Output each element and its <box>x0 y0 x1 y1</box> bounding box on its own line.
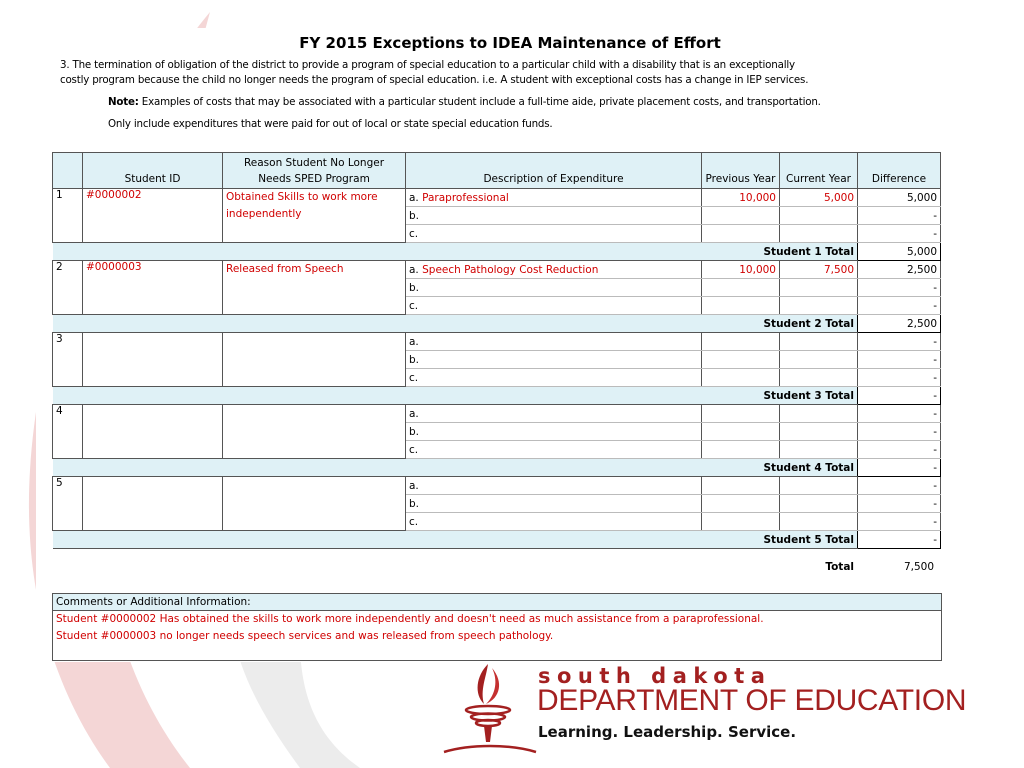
current-year-cell[interactable] <box>780 423 858 441</box>
intro-line-2: costly program because the child no longer needs the program of special education. i.e. A student with exceptional costs has a change in IEP services. <box>60 74 809 86</box>
student-total-row <box>53 243 941 261</box>
previous-year-cell[interactable] <box>702 279 780 297</box>
funds-note: Only include expenditures that were paid for out of local or state special education funds. <box>108 118 553 130</box>
difference-cell: - <box>858 207 941 225</box>
expenditure-description[interactable] <box>406 297 702 315</box>
reason-cell[interactable] <box>223 405 406 459</box>
line-letter: c. <box>409 371 419 384</box>
student-id-cell[interactable] <box>83 333 223 387</box>
previous-year-cell[interactable] <box>702 423 780 441</box>
student-number: 4 <box>53 405 83 459</box>
difference-cell: - <box>858 495 941 513</box>
difference-cell: - <box>858 279 941 297</box>
student-number: 2 <box>53 261 83 315</box>
previous-year-cell[interactable] <box>702 351 780 369</box>
expenditure-description[interactable] <box>406 495 702 513</box>
reason-cell[interactable]: Released from Speech <box>223 261 406 315</box>
previous-year-cell[interactable] <box>702 441 780 459</box>
line-letter: b. <box>409 281 420 294</box>
expenditure-table <box>52 152 941 549</box>
student-total-label: Student 1 Total <box>53 243 858 261</box>
line-letter: c. <box>409 443 419 456</box>
logo-department-name: DEPARTMENT OF EDUCATION <box>537 684 967 717</box>
line-letter: b. <box>409 425 420 438</box>
current-year-cell[interactable] <box>780 477 858 495</box>
student-total-value: - <box>858 387 941 405</box>
student-number: 5 <box>53 477 83 531</box>
student-line-row <box>53 405 941 423</box>
difference-cell: - <box>858 351 941 369</box>
logo-state-name: south dakota <box>538 664 772 688</box>
expenditure-description[interactable] <box>406 261 702 279</box>
student-total-label: Student 5 Total <box>53 531 858 549</box>
student-id-cell[interactable] <box>83 477 223 531</box>
difference-cell: - <box>858 297 941 315</box>
comments-header: Comments or Additional Information: <box>53 594 941 611</box>
header-number <box>53 153 83 189</box>
table-body <box>53 189 941 549</box>
line-letter: a. <box>409 479 419 492</box>
line-letter: b. <box>409 209 420 222</box>
current-year-cell[interactable] <box>780 279 858 297</box>
expenditure-description[interactable] <box>406 369 702 387</box>
previous-year-cell[interactable] <box>702 207 780 225</box>
note-text: Examples of costs that may be associated with a particular student include a full-time aide, private placement costs, and transportation. <box>138 96 821 108</box>
header-description: Description of Expenditure <box>406 153 702 189</box>
line-letter: c. <box>409 299 419 312</box>
difference-cell: 5,000 <box>858 189 941 207</box>
description-text: Speech Pathology Cost Reduction <box>422 263 599 276</box>
reason-cell[interactable] <box>223 477 406 531</box>
difference-cell: - <box>858 225 941 243</box>
current-year-cell[interactable] <box>780 207 858 225</box>
difference-cell: - <box>858 333 941 351</box>
previous-year-cell[interactable] <box>702 495 780 513</box>
page-title: FY 2015 Exceptions to IDEA Maintenance of Effort <box>299 34 721 52</box>
current-year-cell[interactable] <box>780 225 858 243</box>
grand-total-value: 7,500 <box>903 561 934 573</box>
line-letter: a. <box>409 335 419 348</box>
expenditure-description[interactable] <box>406 333 702 351</box>
line-letter: a. <box>409 191 419 204</box>
difference-cell: - <box>858 513 941 531</box>
flame-torch-icon <box>440 660 540 760</box>
table-header-row <box>53 153 941 189</box>
student-total-value: - <box>858 531 941 549</box>
header-current-year: Current Year <box>780 153 858 189</box>
intro-line-1: 3. The termination of obligation of the district to provide a program of special education to a particular child with a disability that is an exceptionally <box>60 59 795 71</box>
note-label: Note: <box>108 96 139 108</box>
previous-year-cell[interactable] <box>702 477 780 495</box>
previous-year-cell[interactable] <box>702 405 780 423</box>
student-number: 3 <box>53 333 83 387</box>
worksheet <box>36 28 984 662</box>
current-year-cell[interactable] <box>780 405 858 423</box>
note-line <box>108 96 821 108</box>
expenditure-description[interactable] <box>406 189 702 207</box>
current-year-cell[interactable] <box>780 513 858 531</box>
student-total-value: 5,000 <box>858 243 941 261</box>
difference-cell: - <box>858 369 941 387</box>
current-year-cell[interactable] <box>780 351 858 369</box>
expenditure-description[interactable] <box>406 423 702 441</box>
difference-cell: - <box>858 423 941 441</box>
current-year-cell[interactable]: 5,000 <box>780 189 858 207</box>
line-letter: c. <box>409 515 419 528</box>
previous-year-cell[interactable] <box>702 297 780 315</box>
previous-year-cell[interactable] <box>702 333 780 351</box>
student-id-cell[interactable]: #0000002 <box>83 189 223 243</box>
expenditure-description[interactable] <box>406 225 702 243</box>
previous-year-cell[interactable]: 10,000 <box>702 189 780 207</box>
grand-total-label: Total <box>825 561 854 573</box>
current-year-cell[interactable] <box>780 495 858 513</box>
logo-tagline: Learning. Leadership. Service. <box>538 723 797 741</box>
student-line-row <box>53 477 941 495</box>
header-previous-year: Previous Year <box>702 153 780 189</box>
student-total-row <box>53 387 941 405</box>
student-id-cell[interactable]: #0000003 <box>83 261 223 315</box>
current-year-cell[interactable] <box>780 333 858 351</box>
difference-cell: - <box>858 441 941 459</box>
student-total-row <box>53 531 941 549</box>
line-letter: a. <box>409 263 419 276</box>
previous-year-cell[interactable] <box>702 369 780 387</box>
student-total-value: - <box>858 459 941 477</box>
student-total-label: Student 2 Total <box>53 315 858 333</box>
current-year-cell[interactable] <box>780 441 858 459</box>
line-letter: b. <box>409 497 420 510</box>
student-line-row <box>53 261 941 279</box>
expenditure-description[interactable] <box>406 207 702 225</box>
student-line-row <box>53 333 941 351</box>
line-letter: b. <box>409 353 420 366</box>
difference-cell: 2,500 <box>858 261 941 279</box>
comment-line-2: Student #0000003 no longer needs speech services and was released from speech pathology. <box>56 630 554 642</box>
previous-year-cell[interactable] <box>702 513 780 531</box>
current-year-cell[interactable]: 7,500 <box>780 261 858 279</box>
line-letter: a. <box>409 407 419 420</box>
description-text: Paraprofessional <box>422 191 509 204</box>
difference-cell: - <box>858 477 941 495</box>
expenditure-description[interactable] <box>406 279 702 297</box>
student-total-row <box>53 315 941 333</box>
student-total-label: Student 4 Total <box>53 459 858 477</box>
header-reason: Reason Student No Longer Needs SPED Program <box>223 153 406 189</box>
expenditure-description[interactable] <box>406 405 702 423</box>
comments-box[interactable] <box>52 593 942 661</box>
expenditure-description[interactable] <box>406 513 702 531</box>
student-total-label: Student 3 Total <box>53 387 858 405</box>
reason-cell[interactable]: Obtained Skills to work more independently <box>223 189 406 243</box>
current-year-cell[interactable] <box>780 369 858 387</box>
comment-line-1: Student #0000002 Has obtained the skills to work more independently and doesn't need as much assistance from a paraprofessional. <box>56 613 764 625</box>
expenditure-description[interactable] <box>406 441 702 459</box>
student-id-cell[interactable] <box>83 405 223 459</box>
previous-year-cell[interactable] <box>702 225 780 243</box>
reason-cell[interactable] <box>223 333 406 387</box>
line-letter: c. <box>409 227 419 240</box>
student-line-row <box>53 189 941 207</box>
header-student-id: Student ID <box>83 153 223 189</box>
current-year-cell[interactable] <box>780 297 858 315</box>
expenditure-description[interactable] <box>406 351 702 369</box>
sd-doe-logo <box>440 660 1020 768</box>
header-difference: Difference <box>858 153 941 189</box>
expenditure-description[interactable] <box>406 477 702 495</box>
previous-year-cell[interactable]: 10,000 <box>702 261 780 279</box>
difference-cell: - <box>858 405 941 423</box>
student-total-value: 2,500 <box>858 315 941 333</box>
student-total-row <box>53 459 941 477</box>
student-number: 1 <box>53 189 83 243</box>
